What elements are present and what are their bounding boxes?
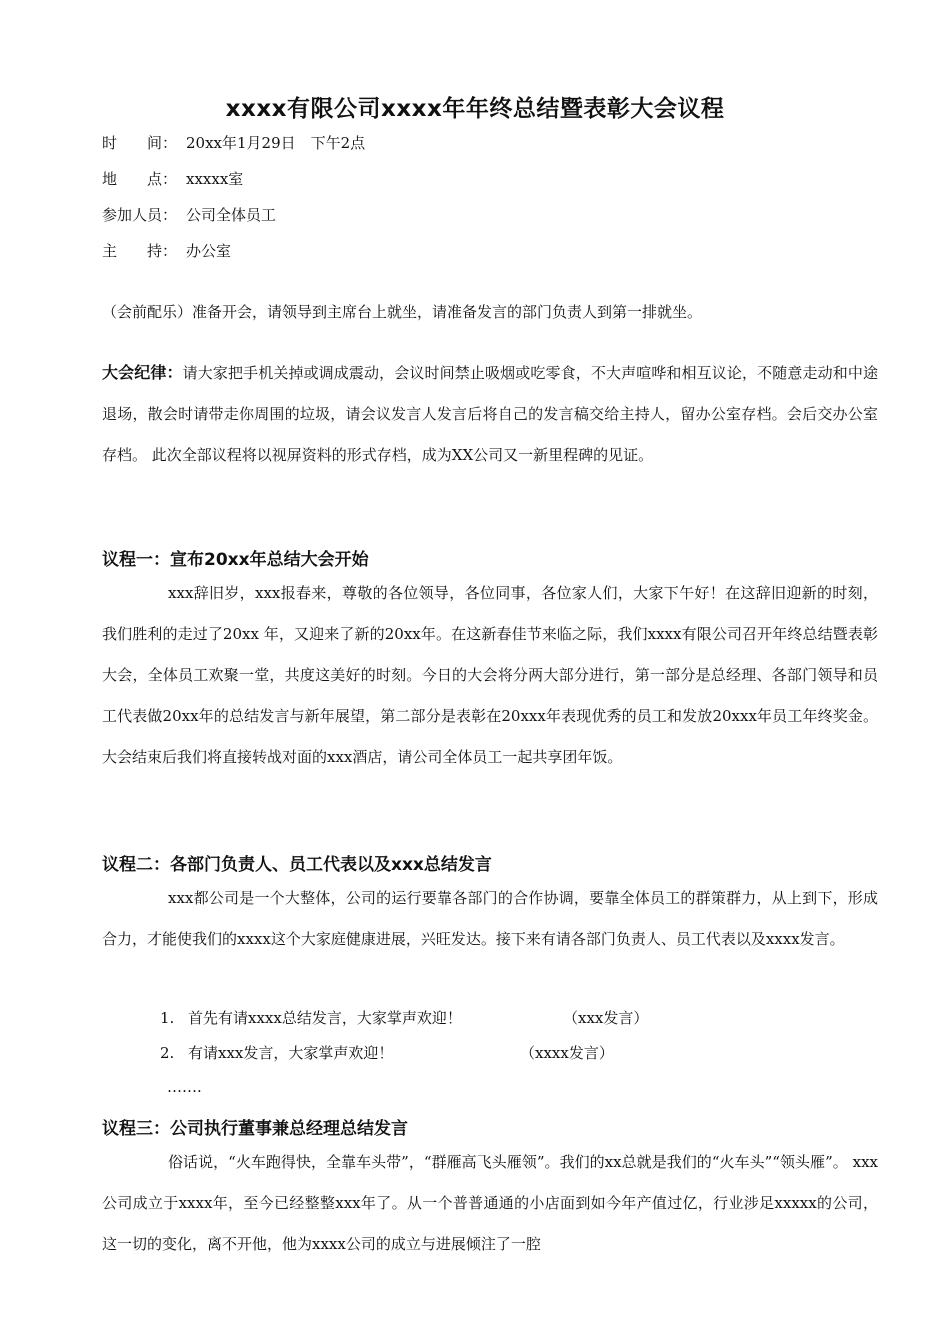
meta-value: 办公室 — [186, 242, 232, 260]
list-ellipsis: ……. — [167, 1078, 202, 1096]
meta-value: xxxxx室 — [186, 170, 244, 188]
agenda3-heading: 议程三：公司执行董事兼总经理总结发言 — [102, 1119, 408, 1139]
discipline-label: 大会纪律： — [102, 363, 183, 382]
discipline-paragraph — [102, 352, 878, 476]
agenda3-paragraph: 俗话说，“火车跑得快，全靠车头带”，“群雁高飞头雁领”。我们的xx总就是我们的“火车头”“领头雁”。 xxx公司成立于xxxx年，至今已经整整xxx年了。从一个普普通通的小店面到如今年产值过亿，行业涉足xxxxx的公司，这一切的变化，离不开他，他为xxxx公司的成立与进展倾注了一腔 — [102, 1153, 878, 1253]
meta-label: 主 持： — [102, 242, 178, 260]
list-item — [160, 1042, 614, 1064]
meta-value: 20xx年1月29日 下午2点 — [186, 134, 366, 152]
meta-host — [102, 240, 231, 262]
meta-location — [102, 168, 243, 190]
discipline-text: 请大家把手机关掉或调成震动，会议时间禁止吸烟或吃零食，不大声喧哗和相互议论，不随意走动和中途退场，散会时请带走你周围的垃圾，请会议发言人发言后将自己的发言稿交给主持人，留办公室存档。会后交办公室存档。 此次全部议程将以视屏资料的形式存档，成为XX公司又一新里程碑的见证。 — [102, 364, 878, 464]
list-note: （xxxx发言） — [520, 1044, 614, 1062]
list-text: 有请xxx发言，大家掌声欢迎！ — [188, 1044, 394, 1062]
list-number: 2. — [160, 1044, 175, 1062]
agenda1-heading: 议程一：宣布20xx年总结大会开始 — [102, 550, 369, 570]
list-number: 1. — [160, 1009, 175, 1027]
agenda1-paragraph: xxx辞旧岁，xxx报春来，尊敬的各位领导，各位同事，各位家人们，大家下午好！在这辞旧迎新的时刻，我们胜利的走过了20xx 年，又迎来了新的20xx年。在这新春佳节来临之际，我们xxxx有限公司召开年终总结暨表彰大会，全体员工欢聚一堂，共度这美好的时刻。今日的大会将分两大部分进行，第一部分是总经理、各部门领导和员工代表做20xx年的总结发言与新年展望，第二部分是表彰在20xxx年表现优秀的员工和发放20xxx年员工年终奖金。大会结束后我们将直接转战对面的xxx酒店，请公司全体员工一起共享团年饭。 — [102, 584, 878, 766]
agenda2-heading: 议程二：各部门负责人、员工代表以及xxx总结发言 — [102, 855, 492, 875]
meta-label: 参加人员： — [102, 206, 178, 224]
list-text: 首先有请xxxx总结发言，大家掌声欢迎！ — [188, 1009, 462, 1027]
list-item — [160, 1007, 649, 1029]
meta-label: 地 点： — [102, 170, 178, 188]
document-title: xxxx有限公司xxxx年年终总结暨表彰大会议程 — [225, 96, 725, 122]
meta-attendees — [102, 204, 276, 226]
agenda2-paragraph: xxx都公司是一个大整体，公司的运行要靠各部门的合作协调，要靠全体员工的群策群力，从上到下，形成合力，才能使我们的xxxx这个大家庭健康进展，兴旺发达。接下来有请各部门负责人、员工代表以及xxxx发言。 — [102, 889, 878, 948]
meta-label: 时 间： — [102, 134, 178, 152]
meta-time — [102, 132, 365, 154]
list-note: （xxx发言） — [563, 1009, 649, 1027]
meta-value: 公司全体员工 — [186, 206, 277, 224]
intro-paragraph: （会前配乐）准备开会，请领导到主席台上就坐，请准备发言的部门负责人到第一排就坐。 — [102, 303, 703, 321]
